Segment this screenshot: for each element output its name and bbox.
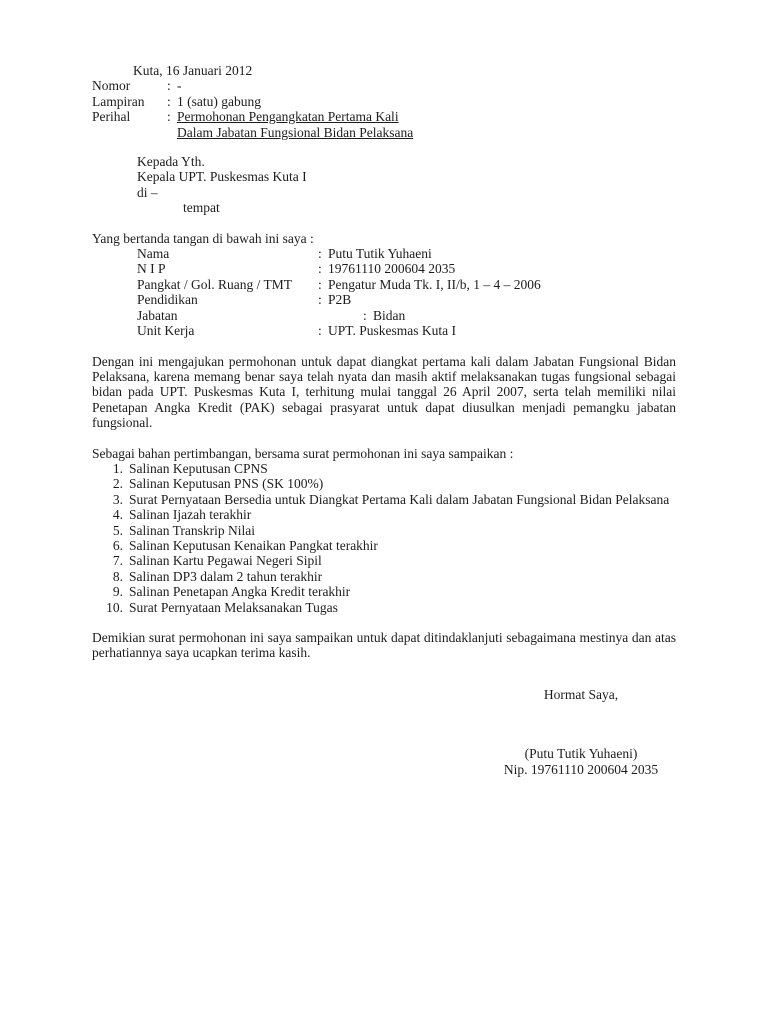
list-item-number: 4. bbox=[112, 507, 123, 523]
field-value: Pengatur Muda Tk. I, II/b, 1 – 4 – 2006 bbox=[328, 276, 541, 292]
list-item-text: Surat Pernyataan Melaksanakan Tugas bbox=[129, 599, 338, 615]
body-paragraph-1: Dengan ini mengajukan permohonan untuk dapat diangkat pertama kali dalam Jabatan Fungsional Bidan Pelaksana, karena memang benar saya telah nyata dan masih aktif melaksanakan tugas fungsional sebagai bidan pada UPT. Puskesmas Kuta I, terhitung mulai tanggal 26 April 2007, serta telah memiliki nilai Penetapan Angka Kredit (PAK) sebagai prasyarat untuk dapat diusulkan menjadi pemangku jabatan fungsional. bbox=[92, 353, 676, 431]
field-separator: : bbox=[363, 307, 367, 323]
list-item-number: 8. bbox=[112, 568, 123, 584]
list-item-number: 6. bbox=[112, 537, 123, 553]
list-item bbox=[92, 507, 676, 522]
list-item bbox=[92, 600, 676, 615]
field-separator: : bbox=[318, 292, 322, 308]
header-row-nomor bbox=[92, 78, 676, 93]
list-item-number: 7. bbox=[112, 553, 123, 569]
attachments-list bbox=[92, 461, 676, 615]
field-separator: : bbox=[167, 109, 171, 125]
field-value: 1 (satu) gabung bbox=[177, 93, 261, 109]
field-value: P2B bbox=[328, 292, 352, 308]
header-row-perihal bbox=[92, 109, 676, 124]
list-item-text: Salinan Ijazah terakhir bbox=[129, 507, 252, 523]
header-row-perihal-line2 bbox=[92, 125, 676, 140]
field-separator: : bbox=[167, 78, 171, 94]
identity-row-nip bbox=[137, 261, 676, 276]
header-fields bbox=[92, 78, 676, 140]
spacer bbox=[92, 339, 676, 354]
field-separator: : bbox=[318, 276, 322, 292]
list-item bbox=[92, 461, 676, 476]
list-item-number: 1. bbox=[112, 460, 123, 476]
list-item bbox=[92, 553, 676, 568]
header-row-lampiran bbox=[92, 94, 676, 109]
list-item bbox=[92, 476, 676, 491]
spacer bbox=[92, 431, 676, 446]
field-label: N I P bbox=[137, 261, 166, 277]
date-line: Kuta, 16 Januari 2012 bbox=[133, 63, 253, 78]
spacer bbox=[92, 216, 676, 231]
field-value: UPT. Puskesmas Kuta I bbox=[328, 323, 456, 339]
list-item-text: Salinan Keputusan PNS (SK 100%) bbox=[129, 476, 324, 492]
field-label-spacer bbox=[92, 125, 167, 140]
list-item-number: 3. bbox=[112, 491, 123, 507]
recipient-name: Kepala UPT. Puskesmas Kuta I bbox=[137, 169, 307, 185]
identity-row-pendidikan bbox=[137, 292, 676, 307]
identity-table bbox=[92, 246, 676, 338]
list-item-text: Salinan Transkrip Nilai bbox=[129, 522, 256, 538]
field-label: Pangkat / Gol. Ruang / TMT bbox=[137, 276, 292, 292]
recipient-di: di – bbox=[137, 184, 158, 200]
list-item-text: Salinan Keputusan Kenaikan Pangkat terakhir bbox=[129, 537, 378, 553]
list-item-text: Salinan Penetapan Angka Kredit terakhir bbox=[129, 584, 351, 600]
field-label: Pendidikan bbox=[137, 292, 198, 308]
field-value: Bidan bbox=[373, 307, 406, 323]
list-item-number: 5. bbox=[112, 522, 123, 538]
identity-row-pangkat bbox=[137, 277, 676, 292]
identity-row-nama bbox=[137, 246, 676, 261]
list-item-text: Salinan Keputusan CPNS bbox=[129, 460, 268, 476]
field-separator: : bbox=[318, 246, 322, 262]
spacer bbox=[92, 661, 676, 687]
list-item bbox=[92, 492, 676, 507]
signature-nip: Nip. 19761110 200604 2035 bbox=[503, 761, 659, 777]
field-value: Permohonan Pengangkatan Pertama Kali bbox=[177, 109, 399, 125]
recipient-place: tempat bbox=[183, 200, 220, 216]
field-separator: : bbox=[318, 323, 322, 339]
spacer bbox=[92, 615, 676, 630]
list-item-text: Salinan Kartu Pegawai Negeri Sipil bbox=[129, 553, 322, 569]
field-separator: : bbox=[167, 93, 171, 109]
signature-space bbox=[486, 702, 676, 746]
intro-line: Yang bertanda tangan di bawah ini saya : bbox=[92, 230, 314, 246]
field-value: Dalam Jabatan Fungsional Bidan Pelaksana bbox=[177, 124, 414, 140]
list-item bbox=[92, 523, 676, 538]
signature-name: (Putu Tutik Yuhaeni) bbox=[524, 746, 638, 762]
list-item bbox=[92, 584, 676, 599]
spacer bbox=[92, 140, 676, 154]
signature-salutation: Hormat Saya, bbox=[543, 686, 619, 702]
list-item-text: Surat Pernyataan Bersedia untuk Diangkat Pertama Kali dalam Jabatan Fungsional Bidan Pelaksana bbox=[129, 491, 670, 507]
recipient-salutation: Kepada Yth. bbox=[137, 154, 205, 170]
field-label: Jabatan bbox=[137, 307, 178, 323]
field-label: Nama bbox=[137, 246, 170, 262]
list-item-number: 10. bbox=[106, 599, 123, 615]
list-item-number: 9. bbox=[112, 584, 123, 600]
list-item-number: 2. bbox=[112, 476, 123, 492]
field-separator-spacer bbox=[167, 125, 177, 140]
identity-row-jabatan bbox=[137, 308, 676, 323]
recipient-block bbox=[137, 154, 676, 216]
list-item bbox=[92, 538, 676, 553]
identity-row-unit-kerja bbox=[137, 323, 676, 338]
field-label: Nomor bbox=[92, 78, 131, 94]
attachments-intro: Sebagai bahan pertimbangan, bersama surat permohonan ini saya sampaikan : bbox=[92, 445, 514, 461]
field-value: 19761110 200604 2035 bbox=[328, 261, 456, 277]
signature-block bbox=[486, 687, 676, 777]
list-item bbox=[92, 569, 676, 584]
closing-paragraph: Demikian surat permohonan ini saya sampaikan untuk dapat ditindaklanjuti sebagaimana mestinya dan atas perhatiannya saya ucapkan terima kasih. bbox=[92, 630, 676, 661]
field-value: - bbox=[177, 78, 182, 94]
field-label: Perihal bbox=[92, 109, 131, 125]
field-label: Lampiran bbox=[92, 93, 145, 109]
field-separator: : bbox=[318, 261, 322, 277]
field-value: Putu Tutik Yuhaeni bbox=[328, 246, 432, 262]
letter-content bbox=[92, 63, 676, 777]
field-label: Unit Kerja bbox=[137, 323, 195, 339]
list-item-text: Salinan DP3 dalam 2 tahun terakhir bbox=[129, 568, 323, 584]
